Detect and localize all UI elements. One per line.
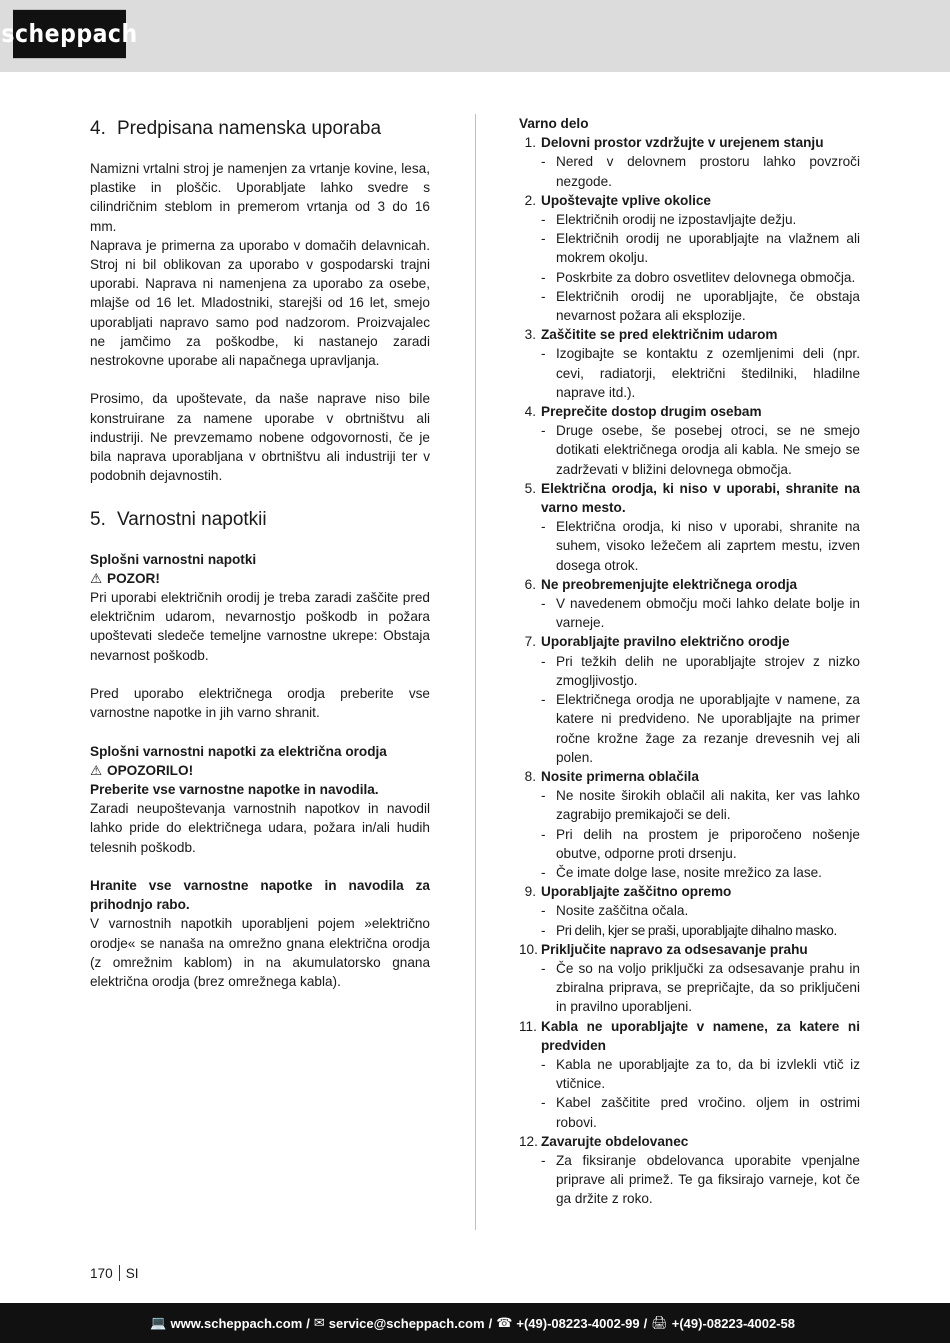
sub-item — [519, 1151, 860, 1209]
safe-work-heading: Varno delo — [519, 116, 589, 131]
sub-item-text: Druge osebe, še posebej otroci, se ne smejo dotikati električnega orodja ali kabla. Ne smejo se zadrževati v bližini delovnega območja. — [556, 423, 860, 477]
list-item — [519, 1017, 860, 1055]
item-number: 3. — [524, 327, 536, 343]
section-5-heading — [90, 508, 430, 532]
list-item — [519, 402, 860, 421]
warning-label: ⚠ POZOR! — [90, 569, 430, 588]
sub-item-text: Če so na voljo priključki za odsesavanje prahu in zbiralna priprava, se prepričajte, da so priključeni in pravilno uporabljeni. — [556, 960, 860, 1015]
paragraph: Zaradi neupoštevanja varnostnih napotkov in navodil lahko pride do električnega udara, požara in/ali hudih telesnih poškodb. — [90, 801, 430, 855]
phone-number: +(49)-08223-4002-99 — [516, 1315, 640, 1331]
sub-item-text: V navedenem območju moči lahko delate bolje in varneje. — [556, 596, 860, 631]
section-5-number: 5. — [90, 508, 106, 530]
dash-bullet: - — [541, 1095, 546, 1111]
section-4-number: 4. — [90, 118, 106, 139]
sub-item — [519, 901, 860, 920]
page-footer — [90, 1265, 139, 1281]
sub-item — [519, 959, 860, 1017]
list-item — [519, 882, 860, 901]
dash-bullet: - — [541, 960, 546, 976]
sub-item — [519, 1055, 860, 1093]
computer-icon: 💻 — [150, 1315, 167, 1330]
warning-label: ⚠ OPOZORILO! — [90, 761, 430, 780]
warning-icon: ⚠ — [90, 570, 103, 586]
sub-item — [519, 786, 860, 824]
mail-icon: ✉ — [313, 1315, 325, 1330]
sub-item-text: Če imate dolge lase, nosite mrežico za lase. — [556, 864, 822, 880]
dash-bullet: - — [541, 269, 546, 285]
list-item — [519, 133, 860, 152]
item-number: 12. — [519, 1133, 538, 1149]
subheading: Splošni varnostni napotki za električna orodja — [90, 743, 387, 759]
sub-item — [519, 517, 860, 575]
sub-item — [519, 690, 860, 767]
subheading: Splošni varnostni napotki — [90, 551, 257, 567]
dash-bullet: - — [541, 1056, 546, 1072]
dash-bullet: - — [541, 519, 546, 535]
sub-item — [519, 210, 860, 229]
list-item — [519, 940, 860, 959]
item-title: Preprečite dostop drugim osebam — [541, 404, 762, 420]
warning-icon: ⚠ — [90, 762, 103, 778]
item-number: 5. — [524, 480, 536, 496]
separator: / — [488, 1315, 493, 1331]
item-title: Priključite napravo za odsesavanje prahu — [541, 941, 808, 957]
paragraph: Pri uporabi električnih orodij je treba zaradi zaščite pred električnim udarom, nevarnostjo poškodb in požara upoštevati sledeče temeljne varnostne ukrepe: Obstaja nevarnost poškodb. — [90, 590, 430, 663]
scheppach-logo: scheppach — [13, 10, 126, 58]
sub-item — [519, 229, 860, 267]
paragraph: Namizni vrtalni stroj je namenjen za vrtanje kovine, lesa, plastike in ploščic. Uporabljate lahko svedre s cilindričnim steblom in premerom vrtanja od 3 do 16 mm. — [90, 161, 430, 234]
section-5-title: Varnostni napotkii — [117, 508, 267, 530]
item-number: 8. — [524, 768, 536, 784]
sub-item — [519, 421, 860, 479]
dash-bullet: - — [541, 922, 546, 938]
dash-bullet: - — [541, 346, 546, 362]
list-item — [519, 575, 860, 594]
sub-item — [519, 287, 860, 325]
paragraph: Prosimo, da upoštevate, da naše naprave niso bile konstruirane za namene uporabe v obrtništvu ali industriji. Ne prevzemamo nobene odgovornosti, če je bila naprava uporabljana v obrtništvu ali industriji ter v podobnih dejavnostih. — [90, 391, 430, 484]
dash-bullet: - — [541, 692, 546, 708]
subheading: Hranite vse varnostne napotke in navodila za prihodnjo rabo. — [90, 878, 430, 913]
sub-item-text: Nosite zaščitna očala. — [556, 903, 689, 919]
item-title: Delovni prostor vzdržujte v urejenem stanju — [541, 135, 824, 151]
item-number: 9. — [524, 884, 536, 900]
sub-item-text: Kabla ne uporabljajte za to, da bi izvlekli vtič iz vtičnice. — [556, 1056, 860, 1092]
right-column — [519, 114, 860, 1209]
item-number: 10. — [519, 941, 538, 957]
item-number: 2. — [524, 192, 536, 208]
sub-item — [519, 863, 860, 882]
email-link[interactable]: service@scheppach.com — [328, 1315, 485, 1331]
dash-bullet: - — [541, 212, 546, 228]
paragraph: Naprava je primerna za uporabo v domačih delavnicah. Stroj ni bil oblikovan za uporabo v gospodarski trajni uporabi. Naprava ni namenjena za uporabo za osebe, mlajše od 16 let. Mladostniki, starejši od 16 let, smejo uporabljati napravo samo pod nadzorom. Proizvajalec ne jamčimo za poškodbe, ki nastanejo zaradi nestrokovne uporabe ali napačnega upravljanja. — [90, 237, 430, 369]
sub-item — [519, 268, 860, 287]
item-title: Zavarujte obdelovanec — [541, 1133, 689, 1149]
item-number: 4. — [524, 404, 536, 420]
phone-icon: ☎ — [496, 1315, 513, 1330]
item-title: Ne preobremenjujte električnega orodja — [541, 576, 798, 592]
sub-item-text: Poskrbite za dobro osvetlitev delovnega območja. — [556, 269, 856, 285]
contact-bar — [0, 1303, 950, 1343]
dash-bullet: - — [541, 423, 546, 439]
safety-list — [519, 133, 860, 1208]
sub-item — [519, 594, 860, 632]
sub-item — [519, 825, 860, 863]
dash-bullet: - — [541, 154, 546, 170]
sub-item-text: Izogibajte se kontaktu z ozemljenimi deli (npr. cevi, radiatorji, električni štedilniki, hladilne naprave itd.). — [556, 346, 860, 400]
dash-bullet: - — [541, 288, 546, 304]
subheading: Preberite vse varnostne napotke in navodila. — [90, 782, 379, 798]
sub-item-text: Električnega orodja ne uporabljajte v namene, za katere ni predvideno. Ne uporabljajte na primer ročne krožne žage za rezanje drevesnih vej ali polen. — [556, 692, 860, 765]
section-4-title: Predpisana namenska uporaba — [117, 118, 382, 139]
item-number: 7. — [524, 634, 536, 650]
separator: / — [643, 1315, 648, 1331]
sub-item-text: Za fiksiranje obdelovanca uporabite vpenjalne priprave ali primež. Te ga fiksirajo varneje, kot če ga držite z roko. — [556, 1152, 860, 1207]
dash-bullet: - — [541, 788, 546, 804]
sub-item — [519, 1093, 860, 1131]
website-link[interactable]: www.scheppach.com — [170, 1315, 303, 1331]
item-number: 1. — [524, 135, 536, 151]
item-title: Upoštevajte vplive okolice — [541, 192, 711, 208]
dash-bullet: - — [541, 903, 546, 919]
section-4-heading — [90, 117, 430, 141]
paragraph: V varnostnih napotkih uporabljeni pojem »električno orodje« se nanaša na omrežno gnana električna orodja (z omrežnim kablom) in na akumulatorsko gnana električna orodja (brez omrežnega kabla). — [90, 916, 430, 990]
sub-item-text: Električna orodja, ki niso v uporabi, shranite na suhem, visoko ležečem ali zaprtem mestu, izven dosega otrok. — [556, 519, 860, 573]
item-title: Uporabljajte zaščitno opremo — [541, 884, 732, 900]
fax-icon: 🖨 — [651, 1315, 668, 1330]
sub-item-text: Nered v delovnem prostoru lahko povzroči nezgode. — [556, 154, 860, 189]
sub-item-text: Kabel zaščitite pred vročino. oljem in ostrimi robovi. — [556, 1095, 860, 1130]
item-title: Zaščitite se pred električnim udarom — [541, 327, 778, 343]
dash-bullet: - — [541, 826, 546, 842]
dash-bullet: - — [541, 596, 546, 612]
item-title: Nosite primerna oblačila — [541, 768, 699, 784]
footer-divider — [119, 1265, 120, 1281]
list-item — [519, 479, 860, 517]
dash-bullet: - — [541, 653, 546, 669]
list-item — [519, 632, 860, 651]
sub-item-text: Pri delih, kjer se praši, uporabljajte dihalno masko. — [556, 922, 837, 938]
sub-item-text: Pri težkih delih ne uporabljajte strojev z nizko zmogljivostjo. — [556, 653, 860, 688]
sub-item-text: Pri delih na prostem je priporočeno nošenje obutve, odporne proti drsenju. — [556, 826, 860, 861]
paragraph: Pred uporabo električnega orodja preberite vse varnostne napotke in jih varno shranit. — [90, 686, 430, 721]
fax-number: +(49)-08223-4002-58 — [671, 1315, 795, 1331]
item-title: Električna orodja, ki niso v uporabi, shranite na varno mesto. — [541, 480, 860, 516]
item-title: Kabla ne uporabljajte v namene, za katere ni predviden — [541, 1018, 860, 1053]
item-number: 11. — [519, 1018, 537, 1034]
separator: / — [306, 1315, 310, 1331]
dash-bullet: - — [541, 1152, 546, 1168]
sub-item-text: Električnih orodij ne izpostavljajte dežju. — [556, 212, 797, 228]
sub-item — [519, 152, 860, 190]
item-title: Uporabljajte pravilno električno orodje — [541, 634, 790, 650]
sub-item-text: Električnih orodij ne uporabljajte, če obstaja nevarnost požara ali eksplozije. — [556, 288, 860, 324]
sub-item-text: Ne nosite širokih oblačil ali nakita, ker vas lahko zagrabijo premikajoči se deli. — [556, 788, 860, 823]
sub-item — [519, 652, 860, 690]
column-divider — [475, 114, 476, 1230]
item-number: 6. — [524, 576, 536, 592]
language-code: SI — [125, 1265, 139, 1281]
sub-item-text: Električnih orodij ne uporabljajte na vlažnem ali mokrem okolju. — [556, 231, 860, 266]
header-bar — [0, 0, 950, 72]
list-item — [519, 325, 860, 344]
left-column — [90, 114, 430, 991]
page-number: 170 — [90, 1265, 113, 1281]
sub-item — [519, 921, 860, 940]
sub-item — [519, 344, 860, 402]
dash-bullet: - — [541, 864, 546, 880]
list-item — [519, 191, 860, 210]
list-item — [519, 1132, 860, 1151]
dash-bullet: - — [541, 231, 546, 247]
list-item — [519, 767, 860, 786]
